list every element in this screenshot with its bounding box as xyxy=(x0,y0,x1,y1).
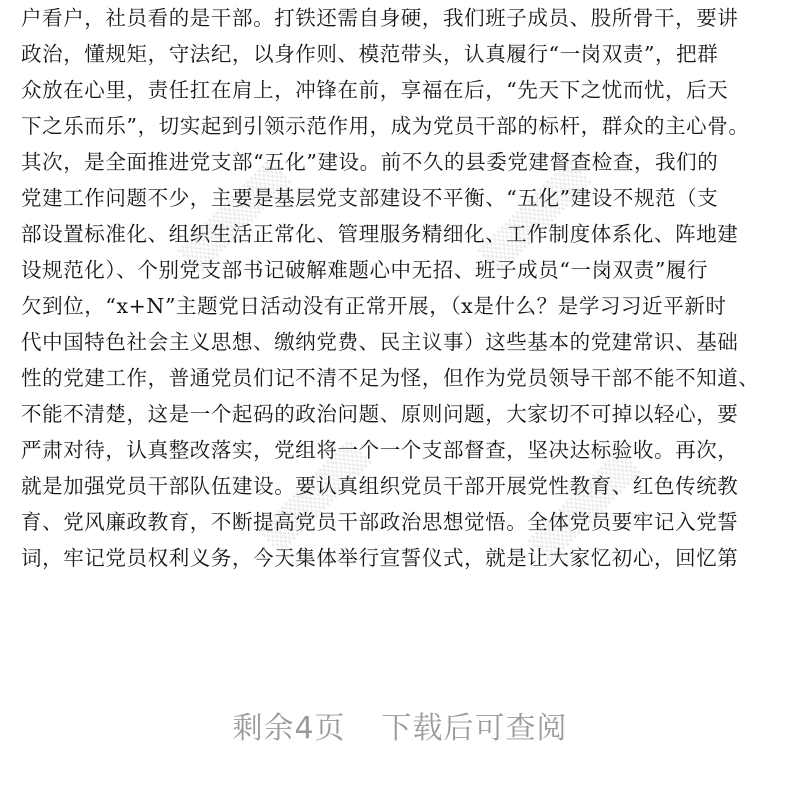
watermark: ▒▒▒▒▒▒ xyxy=(177,159,292,274)
text-line: 设规范化）、个别党支部书记破解难题心中无招、班子成员“一岗双责”履行 xyxy=(21,258,709,282)
text-line: 育、党风廉政教育，不断提高党员干部政治思想觉悟。全体党员要牢记入党誓 xyxy=(21,510,739,534)
text-line: 其次，是全面推进党支部“五化”建设。前不久的县委党建督查检查，我们的 xyxy=(21,150,719,174)
text-line: 欠到位，“x+N”主题党日活动没有正常开展，（x是什么？是学习习近平新时 xyxy=(21,294,727,318)
text-line: 就是加强党员干部队伍建设。要认真组织党员干部开展党性教育、红色传统教 xyxy=(21,474,739,498)
text-line: 党建工作问题不少，主要是基层党支部建设不平衡、“五化”建设不规范（支 xyxy=(21,186,719,210)
download-prompt[interactable] xyxy=(0,705,800,753)
text-line: 下之乐而乐”，切实起到引领示范作用，成为党员干部的标杆，群众的主心骨。 xyxy=(21,114,750,138)
text-line: 代中国特色社会主义思想、缴纳党费、民主议事）这些基本的党建常识、基础 xyxy=(21,330,739,354)
text-line: 政治，懂规矩，守法纪，以身作则、模范带头，认真履行“一岗双责”，把群 xyxy=(21,42,719,66)
text-line: 严肃对待，认真整改落实，党组将一个一个支部督查，坚决达标验收。再次， xyxy=(21,438,739,462)
text-line: 部设置标准化、组织生活正常化、管理服务精细化、工作制度体系化、阵地建 xyxy=(21,222,739,246)
text-line: 性的党建工作，普通党员们记不清不足为怪，但作为党员领导干部不能不知道、 xyxy=(21,366,760,390)
text-line: 众放在心里，责任扛在肩上，冲锋在前，享福在后，“先天下之忧而忧，后天 xyxy=(21,78,729,102)
download-to-view-link[interactable]: 下载后可查阅 xyxy=(381,711,568,746)
text-line: 不能不清楚，这是一个起码的政治问题、原则问题，大家切不可掉以轻心，要 xyxy=(21,402,739,426)
remaining-pages-label: 剩余4页 xyxy=(232,711,346,746)
watermark: ▒▒▒▒▒▒ xyxy=(477,159,592,274)
text-line: 词，牢记党员权利义务，今天集体举行宣誓仪式，就是让大家忆初心，回忆第 xyxy=(21,546,739,570)
watermark: ▒▒▒▒▒▒ xyxy=(257,439,372,554)
watermark: ▒▒▒▒▒▒ xyxy=(527,449,642,564)
text-line: 户看户，社员看的是干部。打铁还需自身硬，我们班子成员、股所骨干，要讲 xyxy=(21,6,739,30)
